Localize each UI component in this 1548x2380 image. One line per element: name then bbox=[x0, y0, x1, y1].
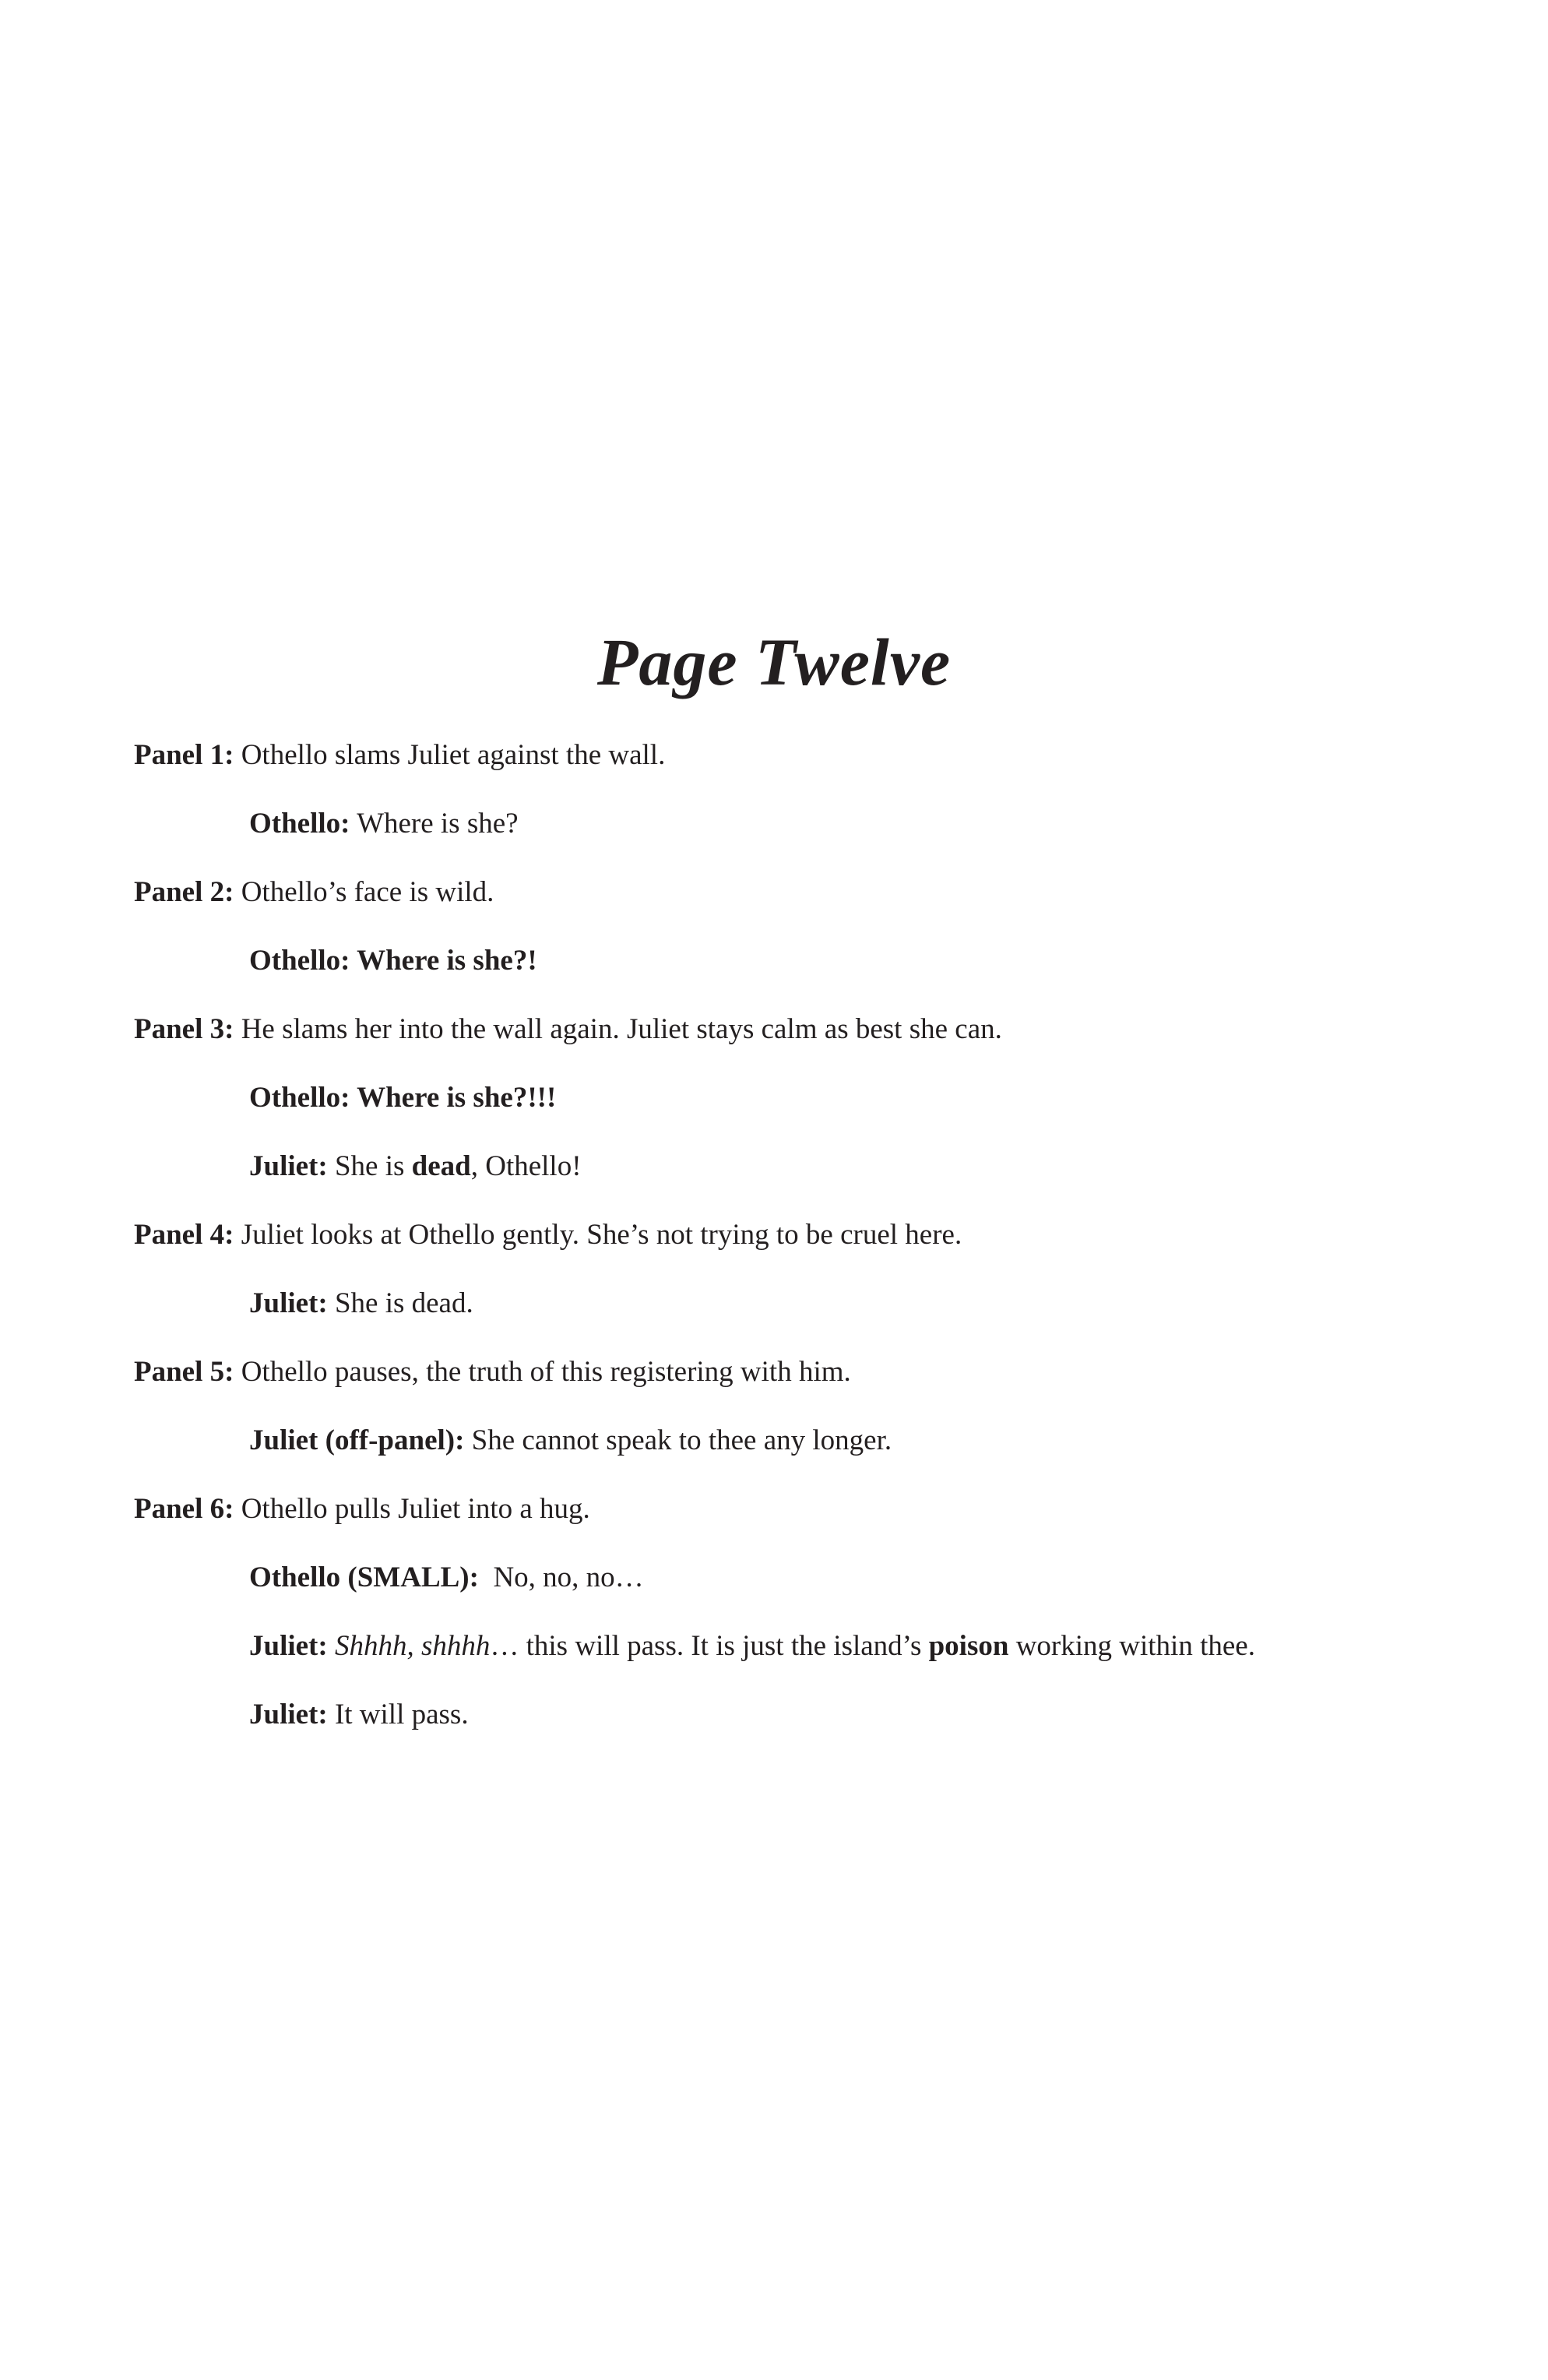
dialogue-text: No, no, no… bbox=[478, 1561, 644, 1593]
panel-description: Juliet looks at Othello gently. She’s not trying to be cruel here. bbox=[234, 1219, 962, 1251]
dialogue-line bbox=[134, 944, 1458, 1012]
italic-text: Shhhh, shhhh bbox=[334, 1630, 491, 1662]
speaker-label: Othello: bbox=[249, 1082, 350, 1114]
emphasis-word: poison bbox=[928, 1630, 1009, 1662]
speaker-label: Juliet: bbox=[249, 1150, 328, 1182]
panel-line bbox=[134, 1355, 1458, 1424]
dialogue-line bbox=[134, 1150, 1458, 1218]
emphasis-word: dead bbox=[411, 1150, 471, 1182]
dialogue-line bbox=[134, 1629, 1458, 1698]
panel-line bbox=[134, 1218, 1458, 1287]
dialogue-text: working within thee. bbox=[1008, 1630, 1255, 1662]
panel-line bbox=[134, 875, 1458, 944]
dialogue-text: She cannot speak to thee any longer. bbox=[464, 1424, 892, 1456]
script-body bbox=[134, 738, 1458, 1766]
dialogue-text: Where is she?! bbox=[350, 945, 537, 977]
panel-line bbox=[134, 1012, 1458, 1081]
dialogue-text: She is bbox=[327, 1150, 412, 1182]
dialogue-text: , Othello! bbox=[470, 1150, 582, 1182]
dialogue-line bbox=[134, 1424, 1458, 1492]
speaker-label: Juliet (off-panel): bbox=[249, 1424, 465, 1456]
speaker-label: Juliet: bbox=[249, 1287, 328, 1319]
speaker-label: Juliet: bbox=[249, 1630, 328, 1662]
panel-label: Panel 4: bbox=[134, 1219, 234, 1251]
panel-description: Othello slams Juliet against the wall. bbox=[234, 739, 666, 771]
dialogue-text: … this will pass. It is just the island’s bbox=[490, 1630, 929, 1662]
dialogue-text: Where is she? bbox=[350, 808, 519, 840]
speaker-label: Juliet: bbox=[249, 1699, 328, 1730]
speaker-label: Othello (SMALL): bbox=[249, 1561, 479, 1593]
panel-label: Panel 5: bbox=[134, 1356, 234, 1388]
panel-label: Panel 6: bbox=[134, 1493, 234, 1525]
dialogue-line bbox=[134, 1561, 1458, 1629]
dialogue-line bbox=[134, 807, 1458, 875]
dialogue-text: It will pass. bbox=[327, 1699, 469, 1730]
panel-label: Panel 2: bbox=[134, 876, 234, 908]
panel-line bbox=[134, 1492, 1458, 1561]
panel-description: He slams her into the wall again. Juliet stays calm as best she can. bbox=[234, 1013, 1002, 1045]
panel-description: Othello pauses, the truth of this registering with him. bbox=[234, 1356, 851, 1388]
panel-description: Othello’s face is wild. bbox=[234, 876, 494, 908]
panel-description: Othello pulls Juliet into a hug. bbox=[234, 1493, 590, 1525]
page-title: Page Twelve bbox=[596, 625, 952, 699]
dialogue-text: Where is she?!!! bbox=[350, 1082, 557, 1114]
panel-line bbox=[134, 738, 1458, 807]
dialogue-line bbox=[134, 1081, 1458, 1150]
dialogue-text: She is dead. bbox=[327, 1287, 473, 1319]
dialogue-line bbox=[134, 1698, 1458, 1766]
panel-label: Panel 3: bbox=[134, 1013, 234, 1045]
dialogue-line bbox=[134, 1287, 1458, 1355]
panel-label: Panel 1: bbox=[134, 739, 234, 771]
speaker-label: Othello: bbox=[249, 808, 350, 840]
speaker-label: Othello: bbox=[249, 945, 350, 977]
